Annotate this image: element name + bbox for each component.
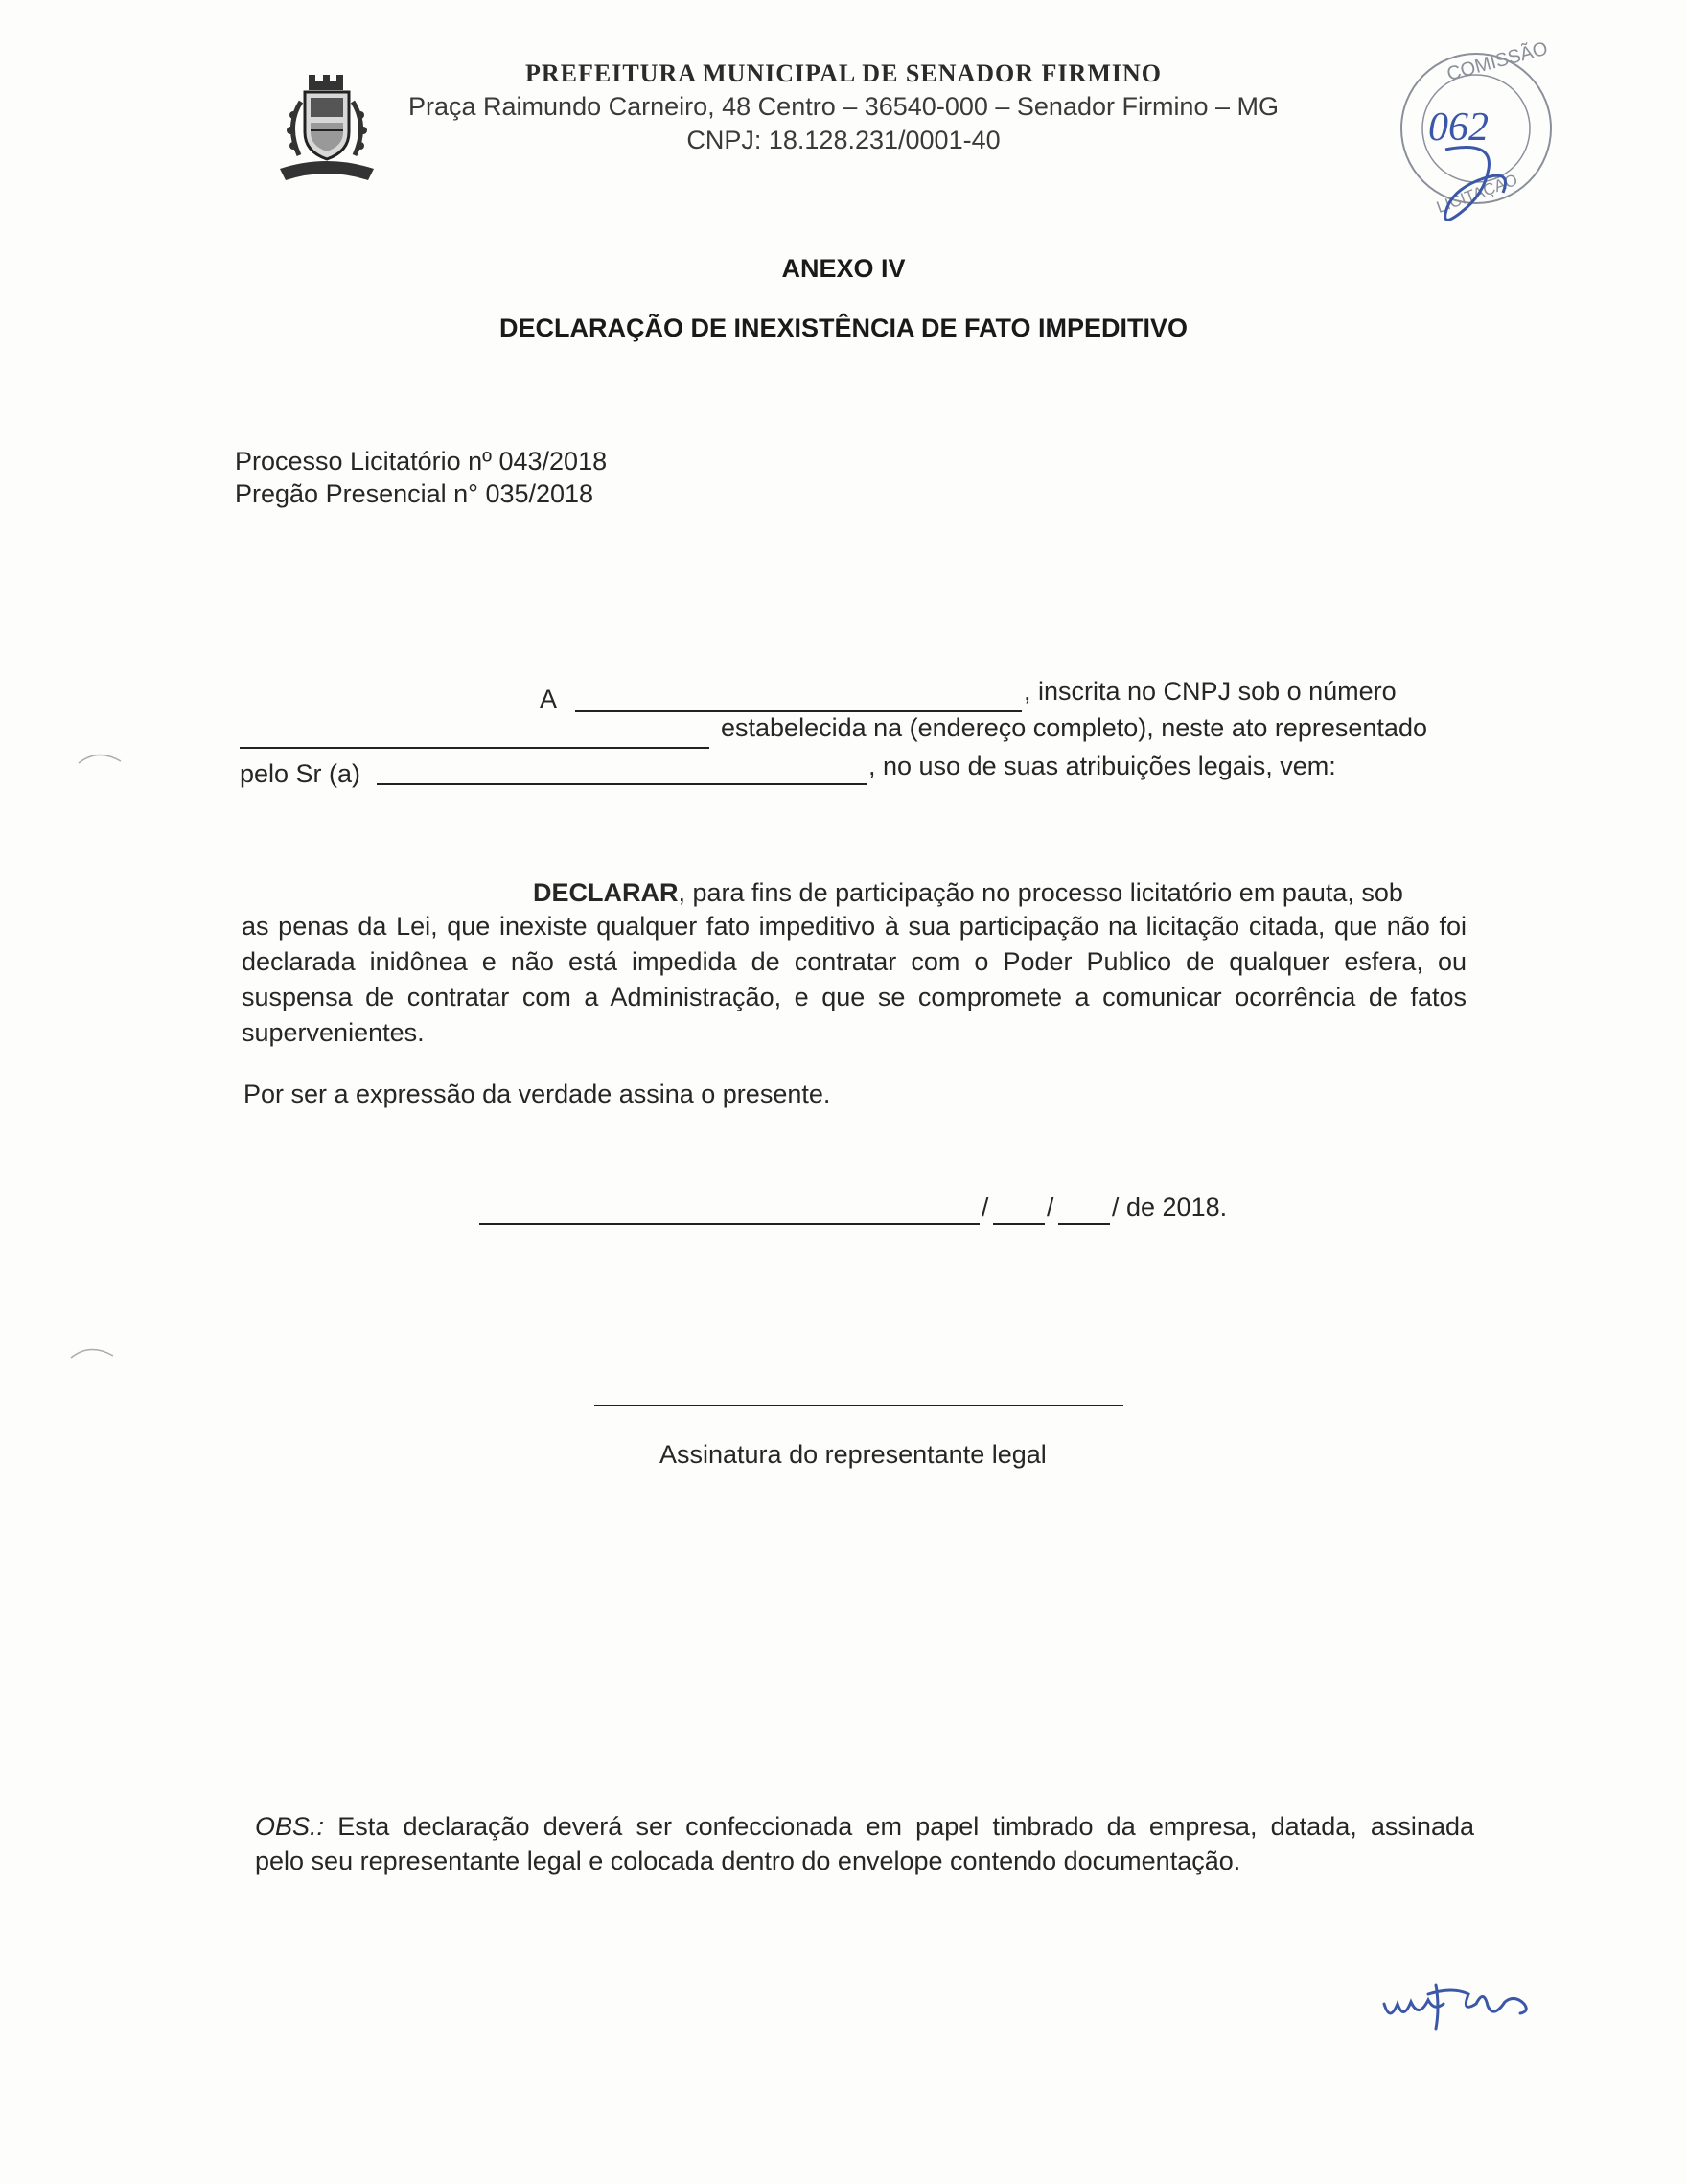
declarar-line-4: supervenientes. (242, 1018, 425, 1047)
day-blank (993, 1222, 1045, 1225)
obs-line-2: pelo seu representante legal e colocada dentro do envelope contendo documentação. (255, 1847, 1241, 1875)
signature-line (594, 1404, 1123, 1406)
stamp-page-number: 062 (1428, 105, 1489, 150)
commission-stamp (1388, 25, 1551, 236)
header-address: Praça Raimundo Carneiro, 48 Centro – 36540-000 – Senador Firmino – MG (408, 92, 1279, 121)
obs-line-1 (255, 1808, 1474, 1845)
date-slash-2: / (1047, 1193, 1054, 1221)
intro-a-label: A (540, 685, 558, 713)
declarar-line-0: , para fins de participação no processo licitatório em pauta, sob (678, 878, 1403, 907)
declarar-line-1: as penas da Lei, que inexiste qualquer fato impeditivo à sua participação na licitação citada, que não foi (242, 912, 1467, 941)
place-blank (479, 1222, 980, 1225)
declarar-first-line (533, 874, 1403, 911)
handwritten-initials (1380, 1965, 1534, 2033)
stamp-top-text: COMISSÃO (1444, 37, 1551, 85)
truth-statement: Por ser a expressão da verdade assina o presente. (243, 1080, 831, 1108)
representative-name-blank (377, 782, 867, 785)
intro-estabelecida: estabelecida na (endereço completo), neste ato representado (721, 713, 1427, 742)
obs-text-1: Esta declaração deverá ser confeccionada em papel timbrado da empresa, datada, assinada (324, 1812, 1474, 1841)
intro-pelo-sr: pelo Sr (a) (240, 759, 361, 788)
stamp-bottom-text: LICITAÇÃO (1434, 170, 1520, 218)
cnpj-number-blank (240, 746, 709, 749)
declaration-title: DECLARAÇÃO DE INEXISTÊNCIA DE FATO IMPEDITIVO (498, 314, 1189, 342)
intro-cnpj-text: , inscrita no CNPJ sob o número (1024, 677, 1397, 706)
date-slash-1: / (982, 1193, 989, 1221)
declarar-line-3: suspensa de contratar com a Administração, e que se compromete a comunicar ocorrência de fatos (242, 983, 1467, 1011)
annex-title: ANEXO IV (781, 254, 906, 283)
declarar-bold: DECLARAR (533, 878, 679, 907)
declarar-line-2: declarada inidônea e não está impedida de contratar com o Poder Publico de qualquer esfera, ou (242, 947, 1467, 976)
coat-of-arms-logo (276, 73, 378, 186)
date-year-suffix: / de 2018. (1112, 1193, 1228, 1221)
obs-label: OBS.: (255, 1812, 325, 1841)
scan-mark-2 (69, 1342, 117, 1361)
process-number: Processo Licitatório nº 043/2018 (235, 447, 608, 476)
signature-label: Assinatura do representante legal (659, 1440, 1047, 1469)
header-org-name: PREFEITURA MUNICIPAL DE SENADOR FIRMINO (524, 59, 1162, 87)
scan-mark-1 (77, 748, 125, 767)
pregao-number: Pregão Presencial n° 035/2018 (235, 479, 594, 508)
intro-uso-text: , no uso de suas atribuições legais, vem: (868, 752, 1336, 780)
month-blank (1058, 1222, 1110, 1225)
header-cnpj: CNPJ: 18.128.231/0001-40 (686, 126, 1001, 154)
